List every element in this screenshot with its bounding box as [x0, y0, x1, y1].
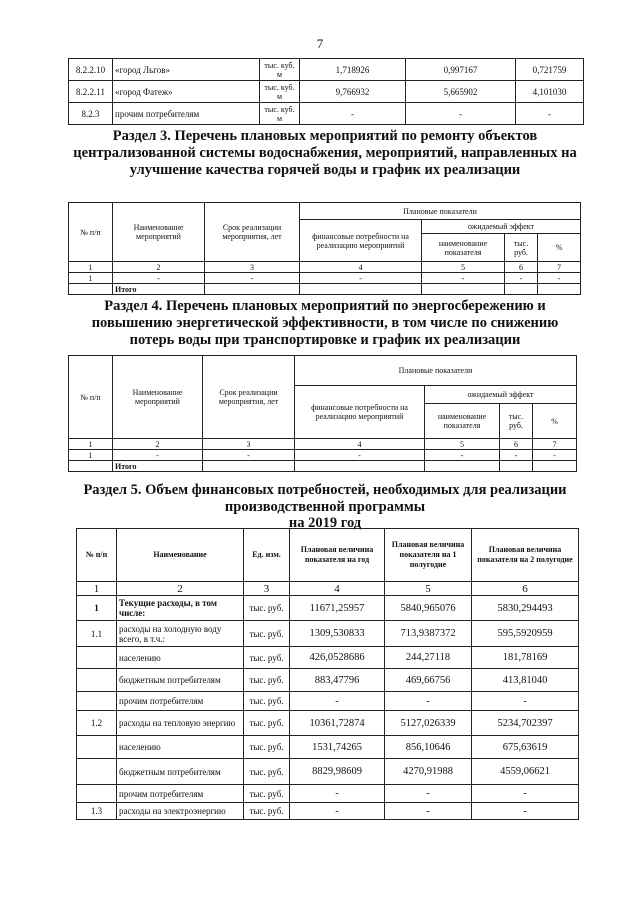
col-number: 3	[203, 439, 295, 450]
row-name: расходы на холодную воду всего, в т.ч.:	[117, 621, 244, 647]
col-number: 5	[422, 262, 505, 273]
row-unit: тыс. руб.	[244, 803, 290, 820]
page-number: 7	[316, 36, 324, 51]
row-value-year: 9,766932	[300, 81, 406, 103]
section4-measures-table	[68, 355, 577, 472]
row-name: бюджетным потребителям	[117, 669, 244, 692]
col-number: 2	[113, 262, 205, 273]
row-value-h2: 4,101030	[516, 81, 584, 103]
planned-indicators-header: Плановые показатели	[300, 203, 581, 220]
table-row	[77, 621, 579, 647]
row-value-year: 10361,72874	[290, 711, 385, 736]
row-value-h1: 4270,91988	[385, 759, 472, 785]
row-value-h2: 5830,294493	[472, 596, 579, 621]
table-row	[69, 103, 584, 125]
table-row	[77, 596, 579, 621]
col-number: 4	[290, 582, 385, 596]
col-number: 6	[500, 439, 533, 450]
row-value-h2: 5234,702397	[472, 711, 579, 736]
total-row	[69, 284, 581, 295]
header-plan-year: Плановая величина показателя на год	[290, 529, 385, 582]
cell: 1	[69, 273, 113, 284]
row-value-h1: 5840,965076	[385, 596, 472, 621]
row-value-h2: 595,5920959	[472, 621, 579, 647]
row-value-h2: -	[472, 785, 579, 803]
section5-heading: Раздел 5. Объем финансовых потребностей, необходимых для реализации производственной программы	[83, 482, 567, 515]
row-number: 1.2	[77, 711, 117, 736]
row-number	[77, 692, 117, 711]
row-number	[77, 785, 117, 803]
row-unit: тыс. куб. м	[260, 59, 300, 81]
row-value-year: 1,718926	[300, 59, 406, 81]
cell: -	[300, 273, 422, 284]
table-row	[77, 669, 579, 692]
table-row	[77, 692, 579, 711]
table-row	[77, 736, 579, 759]
row-value-h1: 5127,026339	[385, 711, 472, 736]
col-number: 5	[425, 439, 500, 450]
col-number: 7	[538, 262, 581, 273]
row-number: 8.2.2.10	[69, 59, 113, 81]
row-number: 8.2.3	[69, 103, 113, 125]
row-name: расходы на тепловую энергию	[117, 711, 244, 736]
row-value-h1: -	[385, 692, 472, 711]
row-value-h1: 856,10646	[385, 736, 472, 759]
row-number	[77, 669, 117, 692]
col-number: 6	[472, 582, 579, 596]
row-number: 1.1	[77, 621, 117, 647]
row-number: 1	[77, 596, 117, 621]
row-name: «город Льгов»	[113, 59, 260, 81]
col-number: 2	[113, 439, 203, 450]
row-value-h2: -	[472, 803, 579, 820]
row-unit: тыс. руб.	[244, 711, 290, 736]
header-plan-h1: Плановая величина показателя на 1 полугодие	[385, 529, 472, 582]
row-name: «город Фатеж»	[113, 81, 260, 103]
cell: -	[538, 273, 581, 284]
table-row	[77, 759, 579, 785]
cell: -	[505, 273, 538, 284]
section4-heading: Раздел 4. Перечень плановых мероприятий по энергосбережению и повышению энергетической эффективности, в том числе по снижению потерь воды при транспортировке и график их реализации	[91, 298, 559, 348]
row-value-h1: 713,9387372	[385, 621, 472, 647]
percent-header: %	[533, 404, 577, 439]
row-unit: тыс. руб.	[244, 669, 290, 692]
cell: -	[533, 450, 577, 461]
row-value-h2: -	[472, 692, 579, 711]
row-name: Текущие расходы, в том числе:	[117, 596, 244, 621]
table-row	[77, 803, 579, 820]
header-num: № п/п	[77, 529, 117, 582]
indicator-name-header: наименование показателя	[425, 404, 500, 439]
row-value-year: 1309,530833	[290, 621, 385, 647]
col-number: 5	[385, 582, 472, 596]
row-value-h2: 413,81040	[472, 669, 579, 692]
section5-year: на 2019 год	[288, 515, 362, 531]
fin-needs-header: финансовые потребности на реализацию мероприятий	[300, 220, 422, 262]
cell: -	[113, 450, 203, 461]
column-numbers-row	[69, 439, 577, 450]
col-number: 6	[505, 262, 538, 273]
cell: -	[203, 450, 295, 461]
section3-measures-table	[68, 202, 581, 295]
expected-effect-header: ожидаемый эффект	[422, 220, 581, 234]
header-plan-h2: Плановая величина показателя на 2 полугодие	[472, 529, 579, 582]
row-unit: тыс. руб.	[244, 759, 290, 785]
row-unit: тыс. руб.	[244, 692, 290, 711]
row-value-year: 883,47796	[290, 669, 385, 692]
consumption-table	[68, 58, 584, 125]
table-row	[69, 273, 581, 284]
table-row	[77, 785, 579, 803]
col-number: 1	[77, 582, 117, 596]
row-name: расходы на электроэнергию	[117, 803, 244, 820]
row-unit: тыс. руб.	[244, 736, 290, 759]
row-unit: тыс. руб.	[244, 596, 290, 621]
row-name: бюджетным потребителям	[117, 759, 244, 785]
col-num-header: № п/п	[69, 356, 113, 439]
header-name: Наименование	[117, 529, 244, 582]
row-value-h1: -	[406, 103, 516, 125]
col-number: 4	[295, 439, 425, 450]
col-term-header: Срок реализации мероприятия, лет	[203, 356, 295, 439]
table-row	[69, 450, 577, 461]
row-value-h1: -	[385, 785, 472, 803]
col-number: 1	[69, 439, 113, 450]
col-number: 4	[300, 262, 422, 273]
finance-table	[76, 528, 579, 820]
row-value-h1: 5,665902	[406, 81, 516, 103]
thousand-rub-header: тыс. руб.	[505, 234, 538, 262]
cell: -	[205, 273, 300, 284]
column-numbers-row	[77, 582, 579, 596]
col-number: 7	[533, 439, 577, 450]
row-number: 8.2.2.11	[69, 81, 113, 103]
table-row	[69, 81, 584, 103]
row-unit: тыс. руб.	[244, 785, 290, 803]
row-value-h1: 244,27118	[385, 647, 472, 669]
row-unit: тыс. куб. м	[260, 81, 300, 103]
row-name: населению	[117, 647, 244, 669]
cell: -	[500, 450, 533, 461]
indicator-name-header: наименование показателя	[422, 234, 505, 262]
planned-indicators-header: Плановые показатели	[295, 356, 577, 386]
col-number: 3	[244, 582, 290, 596]
row-value-h2: 0,721759	[516, 59, 584, 81]
row-value-h1: 469,66756	[385, 669, 472, 692]
fin-needs-header: финансовые потребности на реализацию мероприятий	[295, 386, 425, 439]
percent-header: %	[538, 234, 581, 262]
cell: 1	[69, 450, 113, 461]
row-value-year: -	[290, 785, 385, 803]
row-unit: тыс. куб. м	[260, 103, 300, 125]
row-value-year: 8829,98609	[290, 759, 385, 785]
table-row	[77, 711, 579, 736]
row-value-h1: -	[385, 803, 472, 820]
thousand-rub-header: тыс. руб.	[500, 404, 533, 439]
row-number	[77, 759, 117, 785]
column-numbers-row	[69, 262, 581, 273]
cell: -	[425, 450, 500, 461]
section3-heading: Раздел 3. Перечень плановых мероприятий по ремонту объектов централизованной системы водоснабжения, мероприятий, направленных на улучшение качества горячей воды и график их реализации	[73, 128, 577, 178]
header-unit: Ед. изм.	[244, 529, 290, 582]
row-unit: тыс. руб.	[244, 647, 290, 669]
row-value-h2: 181,78169	[472, 647, 579, 669]
row-value-year: -	[300, 103, 406, 125]
total-label: Итого	[113, 461, 203, 472]
row-value-year: -	[290, 692, 385, 711]
row-value-year: -	[290, 803, 385, 820]
row-name: прочим потребителям	[117, 785, 244, 803]
row-unit: тыс. руб.	[244, 621, 290, 647]
row-value-year: 11671,25957	[290, 596, 385, 621]
col-name-header: Наименование мероприятий	[113, 356, 203, 439]
col-number: 3	[205, 262, 300, 273]
col-number: 2	[117, 582, 244, 596]
row-number	[77, 647, 117, 669]
row-number	[77, 736, 117, 759]
table-row	[77, 647, 579, 669]
total-row	[69, 461, 577, 472]
row-name: населению	[117, 736, 244, 759]
row-value-year: 426,0528686	[290, 647, 385, 669]
row-value-h1: 0,997167	[406, 59, 516, 81]
cell: -	[295, 450, 425, 461]
col-num-header: № п/п	[69, 203, 113, 262]
col-name-header: Наименование мероприятий	[113, 203, 205, 262]
row-value-h2: -	[516, 103, 584, 125]
finance-header-row	[77, 529, 579, 582]
col-term-header: Срок реализации мероприятия, лет	[205, 203, 300, 262]
cell: -	[422, 273, 505, 284]
table-row	[69, 59, 584, 81]
row-value-year: 1531,74265	[290, 736, 385, 759]
expected-effect-header: ожидаемый эффект	[425, 386, 577, 404]
cell: -	[113, 273, 205, 284]
total-label: Итого	[113, 284, 205, 295]
row-value-h2: 675,63619	[472, 736, 579, 759]
row-name: прочим потребителям	[113, 103, 260, 125]
col-number: 1	[69, 262, 113, 273]
row-number: 1.3	[77, 803, 117, 820]
row-value-h2: 4559,06621	[472, 759, 579, 785]
row-name: прочим потребителям	[117, 692, 244, 711]
